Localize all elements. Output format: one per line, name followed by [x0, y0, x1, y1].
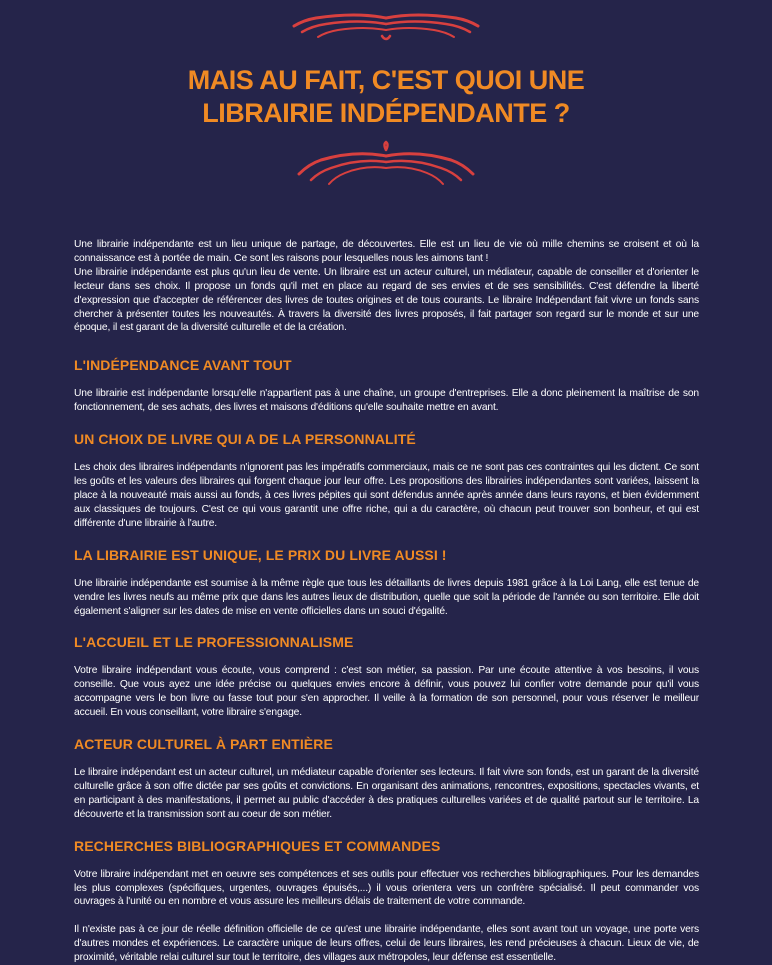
title-line-1: MAIS AU FAIT, C'EST QUOI UNE — [187, 65, 585, 95]
section-text-choix: Les choix des libraires indépendants n'ignorent pas les impératifs commerciaux, mais ce ne sont pas ces contraintes qui les dictent. Ce sont les goûts et les valeurs des libraires qui forgent chaque jour leur offre. Les propositions des librairies indépendantes sont variées, laissent la place à la nouveauté mais aussi au fonds, à ces livres pépites qui sont défendus année après année dans leurs rayons, et bien évidemment aux classiques de toujours. C'est ce qui vous garantit une offre riche, qui a du caractère, où chacun peut trouver son bonheur, et qui est différente d'une librairie à l'autre. — [74, 462, 699, 529]
section-text-recherches: Votre libraire indépendant met en oeuvre ses compétences et ses outils pour effectuer vos recherches bibliographiques. Pour les demandes les plus complexes (spécifiques, urgentes, ouvrages épuisés,...) il vous orientera vers un confrère spécialisé. Il peut commander vos ouvrages à l'unité ou en nombre et vous assure les meilleurs délais de traitement de votre commande. — [74, 868, 699, 908]
article-body — [74, 238, 699, 965]
flourish-icon — [286, 10, 486, 46]
intro-paragraph-2: Une librairie indépendante est plus qu'un lieu de vente. Un libraire est un acteur culturel, un médiateur, capable de conseiller et d'orienter le lecteur dans ses choix. Il propose un fonds qu'il met en place au regard de ses envies et de ses sensibilités. C'est défendre la liberté d'expression que d'accepter de référencer des livres de toutes origines et de tous courants. Le libraire Indépendant fait vivre un fonds sans chercher à présenter toutes les nouveautés. À travers la diversité des livres proposés, il fait partager son regard sur le monde et sur une époque, il est garant de la diversité culturelle et de la création. — [74, 266, 699, 334]
section-text-acteur-culturel: Le libraire indépendant est un acteur culturel, un médiateur capable d'orienter ses lecteurs. Il fait vivre son fonds, est un garant de la diversité culturelle grâce à son offre dictée par ses goûts et convictions. En organisant des animations, rencontres, expositions, spectacles vivants, et en participant à des manifestations, il permet au public d'accéder à des pratiques culturelles variées et de qualité partout sur le territoire. La découverte et la transmission sont au coeur de son métier. — [74, 767, 699, 820]
section-heading-acteur-culturel: ACTEUR CULTUREL À PART ENTIÈRE — [74, 736, 333, 753]
section-text-prix: Une librairie indépendante est soumise à la même règle que tous les détaillants de livres depuis 1981 grâce à la Loi Lang, elle est tenue de vendre les livres neufs au même prix que dans les autres lieux de distribution, quelle que soit la période de l'année ou son territoire. Elle doit également s'aligner sur les dates de mise en vente officielles dans un souci d'égalité. — [74, 577, 699, 617]
section-heading-recherches: RECHERCHES BIBLIOGRAPHIQUES ET COMMANDES — [74, 837, 441, 854]
section-text-independance: Une librairie est indépendante lorsqu'elle n'appartient pas à une chaîne, un groupe d'entreprises. Elle a donc pleinement la maîtrise de son fonctionnement, de ses achats, des livres et maisons d'éditions qu'elle souhaite mettre en avant. — [74, 388, 699, 414]
section-text-accueil: Votre libraire indépendant vous écoute, vous comprend : c'est son métier, sa passion. Par une écoute attentive à vos besoins, il vous conseille. Que vous ayez une idée précise ou quelques envies encore à définir, vous pouvez lui confier votre demande pour qu'il vous accompagne vers le bon livre ou fasse tout pour s'en approcher. Il veille à la formation de son personnel, pour vous réserver le meilleur accueil. En vous conseillant, votre libraire s'engage. — [74, 665, 699, 719]
intro-paragraph-1: Une librairie indépendante est un lieu unique de partage, de découvertes. Elle est un lieu de vie où mille chemins se croisent et où la connaissance est à portée de main. Ce sont les raisons pour lesquelles nous les aimons tant ! — [74, 239, 699, 264]
top-flourish-ornament — [0, 10, 772, 46]
section-heading-accueil: L'ACCUEIL ET LE PROFESSIONNALISME — [74, 634, 354, 651]
closing-paragraph: Il n'existe pas à ce jour de réelle définition officielle de ce qu'est une librairie indépendante, elles sont avant tout un voyage, une porte vers d'autres mondes et expériences. Le caractère unique de leurs offres, celui de leurs libraires, les rend précieuses à chacun. Lieux de vie, de proximité, véritable relai culturel sur tout le territoire, des villages aux métropoles, leur défense est essentielle. — [74, 924, 699, 964]
section-heading-choix: UN CHOIX DE LIVRE QUI A DE LA PERSONNALITÉ — [74, 431, 416, 448]
section-heading-independance: L'INDÉPENDANCE AVANT TOUT — [74, 357, 292, 374]
flourish-icon — [291, 140, 481, 188]
title-line-2: LIBRAIRIE INDÉPENDANTE ? — [202, 98, 570, 128]
bottom-flourish-ornament — [0, 140, 772, 188]
page-title — [0, 64, 772, 130]
section-heading-prix: LA LIBRAIRIE EST UNIQUE, LE PRIX DU LIVRE AUSSI ! — [74, 546, 447, 563]
